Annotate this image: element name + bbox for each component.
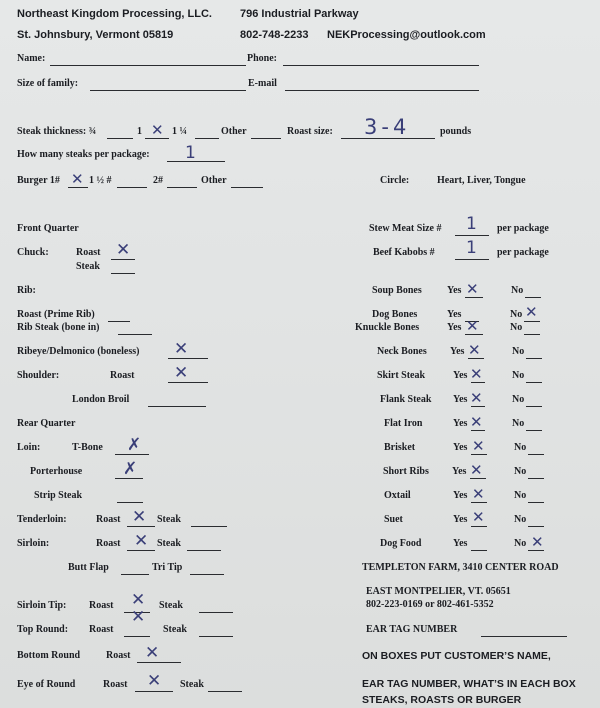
company-address: 796 Industrial Parkway <box>240 8 359 20</box>
checkmark-x-icon: ✕ <box>131 607 146 627</box>
checkmark-x-icon: ✕ <box>466 317 479 335</box>
roast-size-label: Roast size: <box>287 126 333 137</box>
beef-kabobs-value: 1 <box>466 238 477 258</box>
shoulder-label: Shoulder: <box>17 370 60 381</box>
checkmark-x-icon: ✕ <box>116 240 131 260</box>
stew-per-package-label: per package <box>497 223 549 234</box>
sirloin-steak-label: Steak <box>157 538 181 549</box>
tenderloin-label: Tenderloin: <box>17 514 67 525</box>
tenderloin-steak-label: Steak <box>157 514 181 525</box>
front-quarter-heading: Front Quarter <box>17 223 79 234</box>
oxtail-no-label: No <box>514 490 527 501</box>
dog-food-yes-blank[interactable] <box>471 550 487 551</box>
checkmark-x-icon: ✕ <box>134 531 149 551</box>
dog-bones-yes-label: Yes <box>447 309 462 320</box>
dog-food-label: Dog Food <box>380 538 422 549</box>
checkmark-x-icon: ✕ <box>531 533 544 551</box>
knuckle-bones-yes-label: Yes <box>447 322 462 333</box>
steak-thickness-label: Steak thickness: ¾ <box>17 126 97 137</box>
flat-iron-no-blank[interactable] <box>526 430 542 431</box>
top-round-steak-blank[interactable] <box>199 636 233 637</box>
butt-flap-label: Butt Flap <box>68 562 109 573</box>
burger-1-5-label: 1 ½ # <box>89 175 112 186</box>
checkmark-x-icon: ✕ <box>466 280 479 298</box>
boxes-note-line1: ON BOXES PUT CUSTOMER’S NAME, <box>362 650 551 662</box>
rib-steak-label: Rib Steak (bone in) <box>17 322 100 333</box>
company-name: Northeast Kingdom Processing, LLC. <box>17 8 212 20</box>
stew-meat-value: 1 <box>466 214 477 234</box>
chuck-steak-label: Steak <box>76 261 100 272</box>
steaks-per-package-label: How many steaks per package: <box>17 149 150 160</box>
flat-iron-no-label: No <box>512 418 525 429</box>
roast-prime-rib-label: Roast (Prime Rib) <box>17 309 95 320</box>
dog-bones-label: Dog Bones <box>372 309 418 320</box>
roast-size-value: 3-4 <box>364 115 411 139</box>
farm-phones: 802-223-0169 or 802-461-5352 <box>366 599 494 610</box>
checkmark-x-icon: ✕ <box>71 170 84 188</box>
london-broil-blank[interactable] <box>148 406 206 407</box>
steaks-per-package-field[interactable] <box>167 161 225 162</box>
eye-roast-label: Roast <box>103 679 128 690</box>
eye-steak-label: Steak <box>180 679 204 690</box>
chuck-steak-blank[interactable] <box>111 273 135 274</box>
rib-steak-blank[interactable] <box>118 334 152 335</box>
soup-bones-no-label: No <box>511 285 524 296</box>
soup-bones-no-blank[interactable] <box>525 297 541 298</box>
sirloin-steak-blank[interactable] <box>187 550 221 551</box>
ear-tag-field[interactable] <box>481 636 567 637</box>
checkmark-x-icon: ✕ <box>525 303 538 321</box>
checkmark-x-icon: ✗ <box>123 459 138 479</box>
tri-tip-blank[interactable] <box>190 574 224 575</box>
stew-meat-blank[interactable] <box>455 235 489 236</box>
suet-label: Suet <box>384 514 403 525</box>
checkmark-x-icon: ✕ <box>472 437 485 455</box>
checkmark-x-icon: ✕ <box>470 461 483 479</box>
sirloin-label: Sirloin: <box>17 538 50 549</box>
checkmark-x-icon: ✕ <box>468 341 481 359</box>
flank-steak-label: Flank Steak <box>380 394 432 405</box>
short-ribs-yes-label: Yes <box>452 466 467 477</box>
checkmark-x-icon: ✕ <box>174 339 189 359</box>
pounds-label: pounds <box>440 126 472 137</box>
family-size-field[interactable] <box>90 90 246 91</box>
flat-iron-yes-label: Yes <box>453 418 468 429</box>
thickness-other-blank[interactable] <box>251 138 281 139</box>
circle-options: Heart, Liver, Tongue <box>437 175 526 186</box>
tenderloin-roast-label: Roast <box>96 514 121 525</box>
chuck-label: Chuck: <box>17 247 49 258</box>
tenderloin-steak-blank[interactable] <box>191 526 227 527</box>
skirt-steak-label: Skirt Steak <box>377 370 426 381</box>
strip-steak-label: Strip Steak <box>34 490 83 501</box>
checkmark-x-icon: ✕ <box>470 389 483 407</box>
farm-town: EAST MONTPELIER, VT. 05651 <box>366 586 511 597</box>
top-round-label: Top Round: <box>17 624 69 635</box>
boxes-note-line3: STEAKS, ROASTS OR BURGER <box>362 694 522 706</box>
neck-bones-no-label: No <box>512 346 525 357</box>
oxtail-yes-label: Yes <box>453 490 468 501</box>
sirloin-tip-steak-label: Steak <box>159 600 183 611</box>
sirloin-roast-label: Roast <box>96 538 121 549</box>
top-round-steak-label: Steak <box>163 624 187 635</box>
knuckle-bones-no-label: No <box>510 322 523 333</box>
brisket-label: Brisket <box>384 442 416 453</box>
tri-tip-label: Tri Tip <box>152 562 183 573</box>
short-ribs-no-blank[interactable] <box>528 478 544 479</box>
ribeye-label: Ribeye/Delmonico (boneless) <box>17 346 140 357</box>
suet-no-label: No <box>514 514 527 525</box>
checkmark-x-icon: ✕ <box>132 507 147 527</box>
bottom-round-roast-blank[interactable] <box>137 662 181 663</box>
rib-label: Rib: <box>17 285 36 296</box>
knuckle-bones-no-blank[interactable] <box>524 334 540 335</box>
checkmark-x-icon: ✕ <box>174 363 189 383</box>
checkmark-x-icon: ✕ <box>147 671 162 691</box>
thickness-1-1-4-label: 1 ¼ <box>172 126 187 137</box>
skirt-steak-yes-label: Yes <box>453 370 468 381</box>
company-city: St. Johnsbury, Vermont 05819 <box>17 29 174 41</box>
short-ribs-no-label: No <box>514 466 527 477</box>
name-label: Name: <box>17 53 46 64</box>
checkmark-x-icon: ✕ <box>131 590 146 610</box>
phone-field[interactable] <box>283 65 479 66</box>
top-round-roast-blank[interactable] <box>124 636 150 637</box>
rear-quarter-heading: Rear Quarter <box>17 418 76 429</box>
kabobs-per-package-label: per package <box>497 247 549 258</box>
dog-food-yes-label: Yes <box>453 538 468 549</box>
checkmark-x-icon: ✕ <box>470 365 483 383</box>
beef-kabobs-blank[interactable] <box>455 259 489 260</box>
thickness-1-label: 1 <box>137 126 142 137</box>
top-round-roast-label: Roast <box>89 624 114 635</box>
neck-bones-label: Neck Bones <box>377 346 427 357</box>
roast-prime-rib-blank[interactable] <box>108 321 130 322</box>
soup-bones-label: Soup Bones <box>372 285 422 296</box>
thickness-1-1-4-blank[interactable] <box>195 138 219 139</box>
loin-label: Loin: <box>17 442 41 453</box>
checkmark-x-icon: ✕ <box>472 485 485 503</box>
family-size-label: Size of family: <box>17 78 79 89</box>
bottom-round-label: Bottom Round <box>17 650 81 661</box>
suet-no-blank[interactable] <box>528 526 544 527</box>
brisket-yes-label: Yes <box>453 442 468 453</box>
eye-of-round-label: Eye of Round <box>17 679 76 690</box>
flat-iron-label: Flat Iron <box>384 418 423 429</box>
short-ribs-label: Short Ribs <box>383 466 429 477</box>
farm-address: TEMPLETON FARM, 3410 CENTER ROAD <box>362 562 559 573</box>
skirt-steak-no-blank[interactable] <box>526 382 542 383</box>
burger-2-blank[interactable] <box>167 187 197 188</box>
burger-2-label: 2# <box>153 175 163 186</box>
beef-kabobs-label: Beef Kabobs # <box>373 247 435 258</box>
ear-tag-label: EAR TAG NUMBER <box>366 624 458 635</box>
soup-bones-yes-label: Yes <box>447 285 462 296</box>
oxtail-label: Oxtail <box>384 490 411 501</box>
chuck-roast-label: Roast <box>76 247 101 258</box>
neck-bones-yes-label: Yes <box>450 346 465 357</box>
dog-bones-no-blank[interactable] <box>524 321 540 322</box>
burger-other-label: Other <box>201 175 227 186</box>
suet-yes-blank[interactable] <box>471 526 487 527</box>
london-broil-label: London Broil <box>72 394 130 405</box>
stew-meat-label: Stew Meat Size # <box>369 223 442 234</box>
sirloin-tip-steak-blank[interactable] <box>199 612 233 613</box>
dog-food-no-label: No <box>514 538 527 549</box>
flank-steak-no-blank[interactable] <box>526 406 542 407</box>
burger-1-5-blank[interactable] <box>117 187 147 188</box>
butt-flap-blank[interactable] <box>121 574 149 575</box>
bottom-round-roast-label: Roast <box>106 650 131 661</box>
checkmark-x-icon: ✕ <box>472 508 485 526</box>
oxtail-no-blank[interactable] <box>528 502 544 503</box>
steaks-per-package-value: 1 <box>185 143 196 163</box>
eye-roast-blank[interactable] <box>135 691 173 692</box>
sirloin-tip-roast-label: Roast <box>89 600 114 611</box>
checkmark-x-icon: ✕ <box>470 413 483 431</box>
flank-steak-no-label: No <box>512 394 525 405</box>
email-field[interactable] <box>285 90 479 91</box>
burger-other-blank[interactable] <box>231 187 263 188</box>
shoulder-roast-label: Roast <box>110 370 135 381</box>
flank-steak-yes-label: Yes <box>453 394 468 405</box>
thickness-3-4-blank[interactable] <box>107 138 133 139</box>
brisket-no-label: No <box>514 442 527 453</box>
checkmark-x-icon: ✕ <box>151 121 164 139</box>
email-label: E-mail <box>248 78 277 89</box>
tbone-label: T-Bone <box>72 442 103 453</box>
phone-label: Phone: <box>247 53 277 64</box>
company-email: NEKProcessing@outlook.com <box>327 29 486 41</box>
circle-label: Circle: <box>380 175 410 186</box>
sirloin-tip-label: Sirloin Tip: <box>17 600 67 611</box>
boxes-note-line2: EAR TAG NUMBER, WHAT’S IN EACH BOX <box>362 678 576 690</box>
strip-steak-blank[interactable] <box>117 502 143 503</box>
dog-bones-no-label: No <box>510 309 523 320</box>
eye-steak-blank[interactable] <box>208 691 242 692</box>
checkmark-x-icon: ✗ <box>127 435 142 455</box>
company-phone: 802-748-2233 <box>240 29 309 41</box>
knuckle-bones-label: Knuckle Bones <box>355 322 420 333</box>
checkmark-x-icon: ✕ <box>145 643 160 663</box>
neck-bones-no-blank[interactable] <box>526 358 542 359</box>
porterhouse-label: Porterhouse <box>30 466 83 477</box>
skirt-steak-no-label: No <box>512 370 525 381</box>
name-field[interactable] <box>50 65 246 66</box>
suet-yes-label: Yes <box>453 514 468 525</box>
burger-label: Burger 1# <box>17 175 60 186</box>
brisket-no-blank[interactable] <box>528 454 544 455</box>
thickness-other-label: Other <box>221 126 247 137</box>
